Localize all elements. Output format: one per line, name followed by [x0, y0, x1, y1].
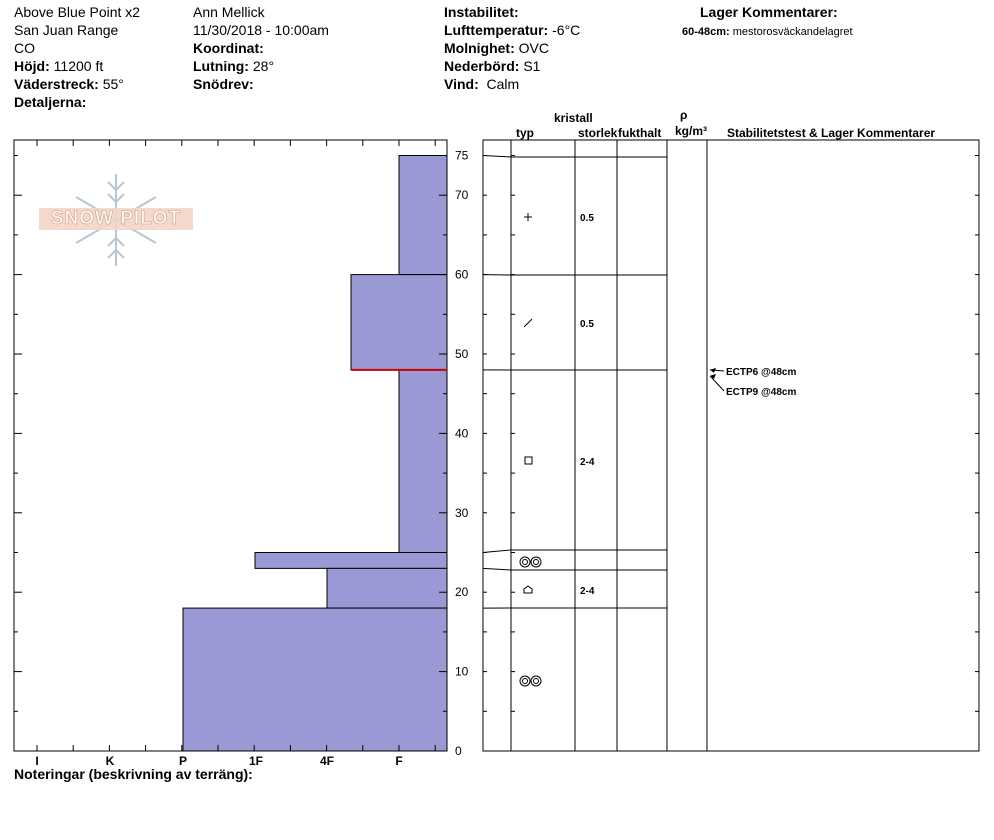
hardness-bar	[255, 553, 447, 569]
y-tick-label: 60	[455, 267, 469, 282]
grain-size-value: 2-4	[580, 586, 595, 597]
elevation-label: Höjd:	[14, 58, 50, 74]
wind-label: Vind:	[444, 76, 479, 92]
observer-name: Ann Mellick	[193, 4, 265, 20]
slope-value: 28°	[252, 58, 275, 74]
grain-symbol-melt-forms	[520, 557, 530, 567]
grain-size-value: 0.5	[580, 213, 594, 224]
grain-symbol-melt-forms	[531, 676, 541, 686]
x-tick-label: F	[395, 754, 403, 768]
aspect-value: 55°	[102, 76, 124, 92]
precip-label: Nederbörd:	[444, 58, 520, 74]
y-tick-label: 75	[455, 148, 469, 163]
density-unit-header: kg/m³	[675, 124, 708, 138]
observation-datetime: 11/30/2018 - 10:00am	[193, 22, 329, 38]
range-name: San Juan Range	[14, 22, 119, 38]
elevation-value: 11200 ft	[53, 58, 104, 74]
layer-comments-label: Lager Kommentarer:	[700, 4, 838, 20]
y-tick-label: 40	[455, 426, 469, 441]
moisture-header: fukthalt	[618, 126, 662, 140]
hardness-bar	[399, 156, 447, 275]
location-name: Above Blue Point x2	[14, 4, 141, 20]
grain-symbol-melt-forms	[520, 676, 530, 686]
grain-symbol-faceted	[525, 457, 532, 464]
y-tick-label: 10	[455, 664, 469, 679]
wind-value: Calm	[486, 76, 520, 92]
hardness-bar	[327, 568, 447, 608]
grain-symbol-melt-forms	[523, 560, 528, 565]
y-tick-label: 20	[455, 585, 469, 600]
notes-label: Noteringar (beskrivning av terräng):	[14, 766, 253, 782]
type-header: typ	[516, 126, 534, 140]
x-tick-label: I	[35, 754, 39, 768]
stability-test-label: ECTP6 @48cm	[726, 367, 797, 378]
grain-size-value: 0.5	[580, 319, 594, 330]
stability-test-arrow	[710, 376, 724, 391]
grain-symbol-melt-forms	[523, 679, 528, 684]
aspect-label: Väderstreck:	[14, 76, 99, 92]
y-tick-label: 30	[455, 505, 469, 520]
x-tick-label: K	[105, 754, 115, 768]
layer-boundary-connector	[483, 550, 511, 553]
precip-value: S1	[523, 58, 541, 74]
grain-size-value: 2-4	[580, 457, 595, 468]
slope-label: Lutning:	[193, 58, 249, 74]
wind-loading-label: Snödrev:	[193, 76, 254, 92]
size-header: storlek	[578, 126, 618, 140]
details-label: Detaljerna:	[14, 94, 87, 110]
layer-boundary-connector	[483, 156, 511, 158]
x-tick-label: 4F	[319, 754, 335, 768]
y-tick-label: 0	[455, 744, 462, 758]
stability-test-label: ECTP9 @48cm	[726, 387, 797, 398]
stability-header: Stabilitetstest & Lager Kommentarer	[727, 126, 936, 140]
x-tick-label: P	[178, 754, 188, 768]
y-tick-label: 50	[455, 347, 469, 361]
logo-text: SNOW PILOT	[39, 208, 193, 230]
hardness-bar	[351, 275, 447, 370]
coord-label: Koordinat:	[193, 40, 264, 56]
instability-label: Instabilitet:	[444, 4, 519, 20]
sky-label: Molnighet:	[444, 40, 515, 56]
grain-symbol-melt-forms	[534, 679, 539, 684]
layer-boundary-connector	[483, 568, 511, 570]
sky-value: OVC	[518, 40, 549, 56]
grain-symbol-depth-hoar	[524, 586, 532, 593]
x-tick-label: 1F	[248, 754, 264, 768]
layer-comment-text: mestorosväckandelagret	[732, 26, 853, 38]
hardness-bar	[183, 608, 447, 751]
layer-comment-range: 60-48cm:	[682, 26, 730, 38]
layer-table-frame	[483, 140, 979, 751]
grain-symbol-melt-forms	[534, 560, 539, 565]
crystal-header: kristall	[554, 111, 593, 125]
air-temp-label: Lufttemperatur:	[444, 22, 549, 38]
stability-test-arrowhead	[710, 374, 716, 379]
air-temp-value: -6°C	[552, 22, 581, 38]
rho-header: ρ	[680, 108, 688, 122]
y-tick-label: 70	[455, 188, 469, 203]
grain-symbol-decomposing	[524, 319, 532, 327]
state-name: CO	[14, 40, 35, 56]
hardness-bar	[399, 370, 447, 553]
grain-symbol-melt-forms	[531, 557, 541, 567]
